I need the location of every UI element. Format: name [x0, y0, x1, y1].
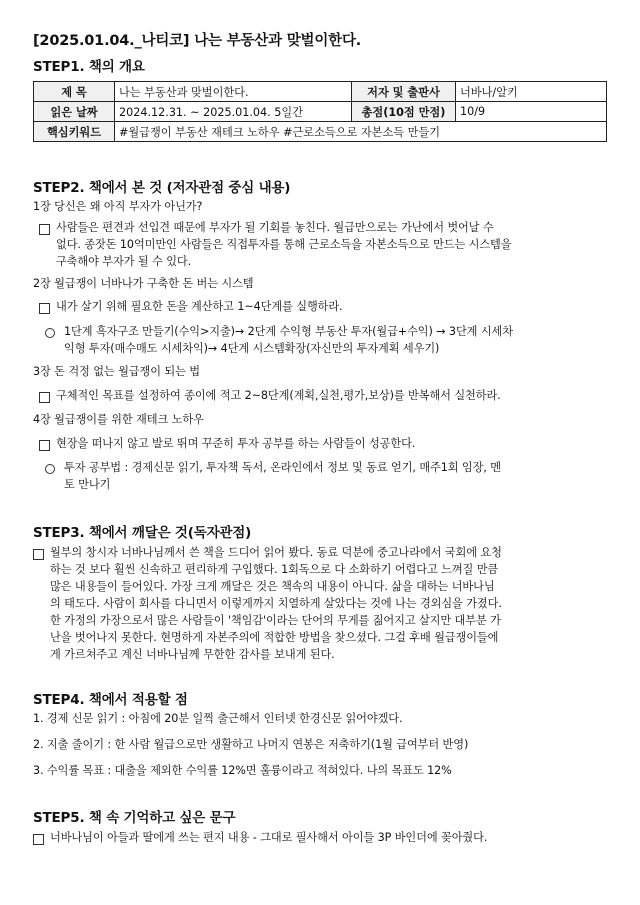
checkbox-icon: [39, 224, 50, 235]
checkbox-icon: [39, 392, 50, 403]
chapter1-title: 1장 당신은 왜 아직 부자가 아닌가?: [33, 200, 203, 213]
apply-item-3: 3. 수익률 목표 : 대출을 제외한 수익률 12%면 훌륭이라고 적혀있다. 나의 목표도 12%: [33, 764, 452, 777]
author-publisher-label: 저자 및 출판사: [352, 82, 456, 102]
checkbox-icon: [33, 549, 44, 560]
chapter2-sub-line: 익형 투자(매수매도 시세차익)→ 4단계 시스템확장(자신만의 투자계획 세우기): [64, 342, 440, 355]
circle-bullet-icon: [45, 328, 55, 338]
reflection-line: 월부의 창시자 너바나님께서 쓴 책을 드디어 읽어 봤다. 동료 덕분에 중고나라에서 국회에 요청: [50, 546, 502, 559]
table-row: [34, 122, 607, 142]
memorable-quote: 너바나님이 아들과 딸에게 쓰는 편지 내용 - 그대로 필사해서 아이들 3P 바인더에 꽂아줬다.: [50, 831, 488, 844]
table-row: [34, 102, 607, 122]
chapter2-title: 2장 월급쟁이 너바나가 구축한 돈 버는 시스템: [33, 277, 254, 290]
step5-heading: STEP5. 책 속 기억하고 싶은 문구: [33, 810, 236, 826]
step1-heading: STEP1. 책의 개요: [33, 59, 145, 75]
read-date-label: 읽은 날짜: [34, 102, 115, 122]
score-label: 총점(10점 만점): [352, 102, 456, 122]
keyword-value: #월급쟁이 부동산 재테크 노하우 #근로소득으로 자본소득 만들기: [115, 122, 607, 142]
keyword-label: 핵심키워드: [34, 122, 115, 142]
chapter2-item: 내가 살기 위해 필요한 돈을 계산하고 1~4단계를 실행하라.: [56, 300, 343, 313]
reflection-line: 하는 것 보다 훨씬 신속하고 편리하게 구입했다. 1회독으로 다 소화하기 어렵다고 느껴질 만큼: [50, 563, 499, 576]
chapter4-item: 현장을 떠나지 않고 발로 뛰며 꾸준히 투자 공부를 하는 사람들이 성공한다.: [56, 437, 416, 450]
chapter3-item: 구체적인 목표를 설정하여 종이에 적고 2~8단계(계획,실천,평가,보상)를 반복해서 실천하라.: [56, 389, 501, 402]
score-value: 10/9: [456, 102, 607, 122]
reflection-line: 난을 벗어나지 못한다. 현명하게 자본주의에 적합한 방법을 찾으셨다. 그걸 후배 월급쟁이들에: [50, 631, 499, 644]
step2-heading: STEP2. 책에서 본 것 (저자관점 중심 내용): [33, 180, 291, 196]
checkbox-icon: [39, 303, 50, 314]
title-label: 제 목: [34, 82, 115, 102]
chapter3-title: 3장 돈 걱정 없는 월급쟁이 되는 법: [33, 365, 200, 378]
apply-item-2: 2. 지출 줄이기 : 한 사람 월급으로만 생활하고 나머지 연봉은 저축하기(1월 급여부터 반영): [33, 738, 469, 751]
chapter4-sub-line: 토 만나기: [64, 478, 111, 491]
chapter4-title: 4장 월급쟁이를 위한 재테크 노하우: [33, 413, 204, 426]
reflection-line: 게 가르쳐주고 계신 너바나님께 무한한 감사를 보내게 된다.: [50, 648, 335, 661]
document-title: [2025.01.04._나티코] 나는 부동산과 맞벌이한다.: [33, 33, 362, 49]
read-date-value: 2024.12.31. ~ 2025.01.04. 5일간: [115, 102, 352, 122]
book-info-table: [33, 81, 607, 142]
chapter2-sub-line: 1단계 흑자구조 만들기(수익>지출)→ 2단계 수익형 부동산 투자(월급+수익) → 3단계 시세차: [64, 325, 513, 338]
reflection-line: 한 가정의 가장으로서 많은 사람들이 '책임감'이라는 단어의 무게를 짊어지고 살지만 대부분 가: [50, 614, 501, 627]
apply-item-1: 1. 경제 신문 읽기 : 아침에 20분 일찍 출근해서 인터넷 한경신문 읽어야겠다.: [33, 712, 403, 725]
chapter4-sub-line: 투자 공부법 : 경제신문 읽기, 투자책 독서, 온라인에서 정보 및 동료 얻기, 매주1회 임장, 멘: [64, 461, 501, 474]
table-row: [34, 82, 607, 102]
checkbox-icon: [39, 440, 50, 451]
checkbox-icon: [33, 834, 44, 845]
chapter1-item-line: 사람들은 편견과 선입견 때문에 부자가 될 기회를 놓친다. 월급만으로는 가난에서 벗어날 수: [56, 221, 494, 234]
chapter1-item-line: 구축해야 부자가 될 수 있다.: [56, 255, 192, 268]
title-value: 나는 부동산과 맞벌이한다.: [115, 82, 352, 102]
chapter1-item-line: 없다. 종잣돈 10억미만인 사람들은 직접투자를 통해 근로소득을 자본소득으로 만드는 시스템을: [56, 238, 512, 251]
step3-heading: STEP3. 책에서 깨달은 것(독자관점): [33, 525, 252, 541]
reflection-line: 많은 내용들이 들어있다. 가장 크게 깨달은 것은 책속의 내용이 아니다. 삶을 대하는 너바나님: [50, 580, 495, 593]
author-publisher-value: 너바나/알키: [456, 82, 607, 102]
step4-heading: STEP4. 책에서 적용할 점: [33, 692, 188, 708]
circle-bullet-icon: [45, 464, 55, 474]
reflection-line: 의 태도다. 사람이 회사를 다니면서 이렇게까지 치열하게 살았다는 것에 나는 경외심을 가졌다.: [50, 597, 502, 610]
